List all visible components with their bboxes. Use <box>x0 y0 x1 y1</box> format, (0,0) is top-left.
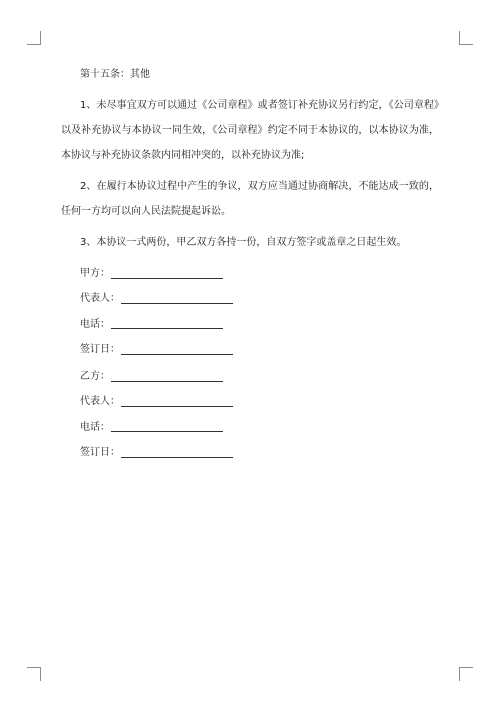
party-a-blank <box>111 269 223 279</box>
party-b-date-label: 签订日： <box>80 447 120 459</box>
party-a-label: 甲方： <box>80 268 110 279</box>
party-b-signature-block <box>61 364 439 465</box>
party-b-phone-label: 电话： <box>80 421 110 433</box>
party-a-phone-label: 电话： <box>80 318 110 330</box>
party-a-phone-blank <box>111 319 223 329</box>
party-b-line <box>61 364 439 389</box>
crop-mark-top-right <box>459 31 473 45</box>
party-a-representative-blank <box>121 294 233 304</box>
clause-2: 2、在履行本协议过程中产生的争议，双方应当通过协商解决，不能达成一致的，任何一方均可以向人民法院提起诉讼。 <box>61 181 439 217</box>
document-body <box>61 62 439 465</box>
party-a-representative-line <box>61 286 439 311</box>
party-b-blank <box>111 372 223 382</box>
party-a-date-blank <box>121 345 233 355</box>
clause-3: 3、本协议一式两份，甲乙双方各持一份，自双方签字或盖章之日起生效。 <box>80 237 407 248</box>
party-a-date-line <box>61 337 439 362</box>
party-a-phone-line <box>61 312 439 337</box>
party-b-phone-blank <box>111 422 223 432</box>
party-b-representative-line <box>61 389 439 414</box>
party-b-phone-line <box>61 415 439 440</box>
crop-mark-bottom-right <box>459 667 473 681</box>
crop-mark-bottom-left <box>27 667 41 681</box>
party-b-date-line <box>61 440 439 465</box>
party-a-signature-block <box>61 261 439 362</box>
article-heading: 第十五条：其他 <box>80 69 150 80</box>
party-b-label: 乙方： <box>80 371 110 383</box>
party-b-representative-blank <box>121 397 233 407</box>
party-a-representative-label: 代表人： <box>80 293 120 305</box>
crop-mark-top-left <box>27 31 41 45</box>
clause-1: 1、未尽事宜双方可以通过《公司章程》或者签订补充协议另行约定，《公司章程》以及补充协议与本协议一同生效，《公司章程》约定不同于本协议的，以本协议为准，本协议与补充协议条款内同相冲突的，以补充协议为准; <box>61 100 439 161</box>
party-b-date-blank <box>121 448 233 458</box>
party-a-date-label: 签订日： <box>80 343 120 355</box>
party-a-line <box>61 261 439 286</box>
party-b-representative-label: 代表人： <box>80 396 120 408</box>
